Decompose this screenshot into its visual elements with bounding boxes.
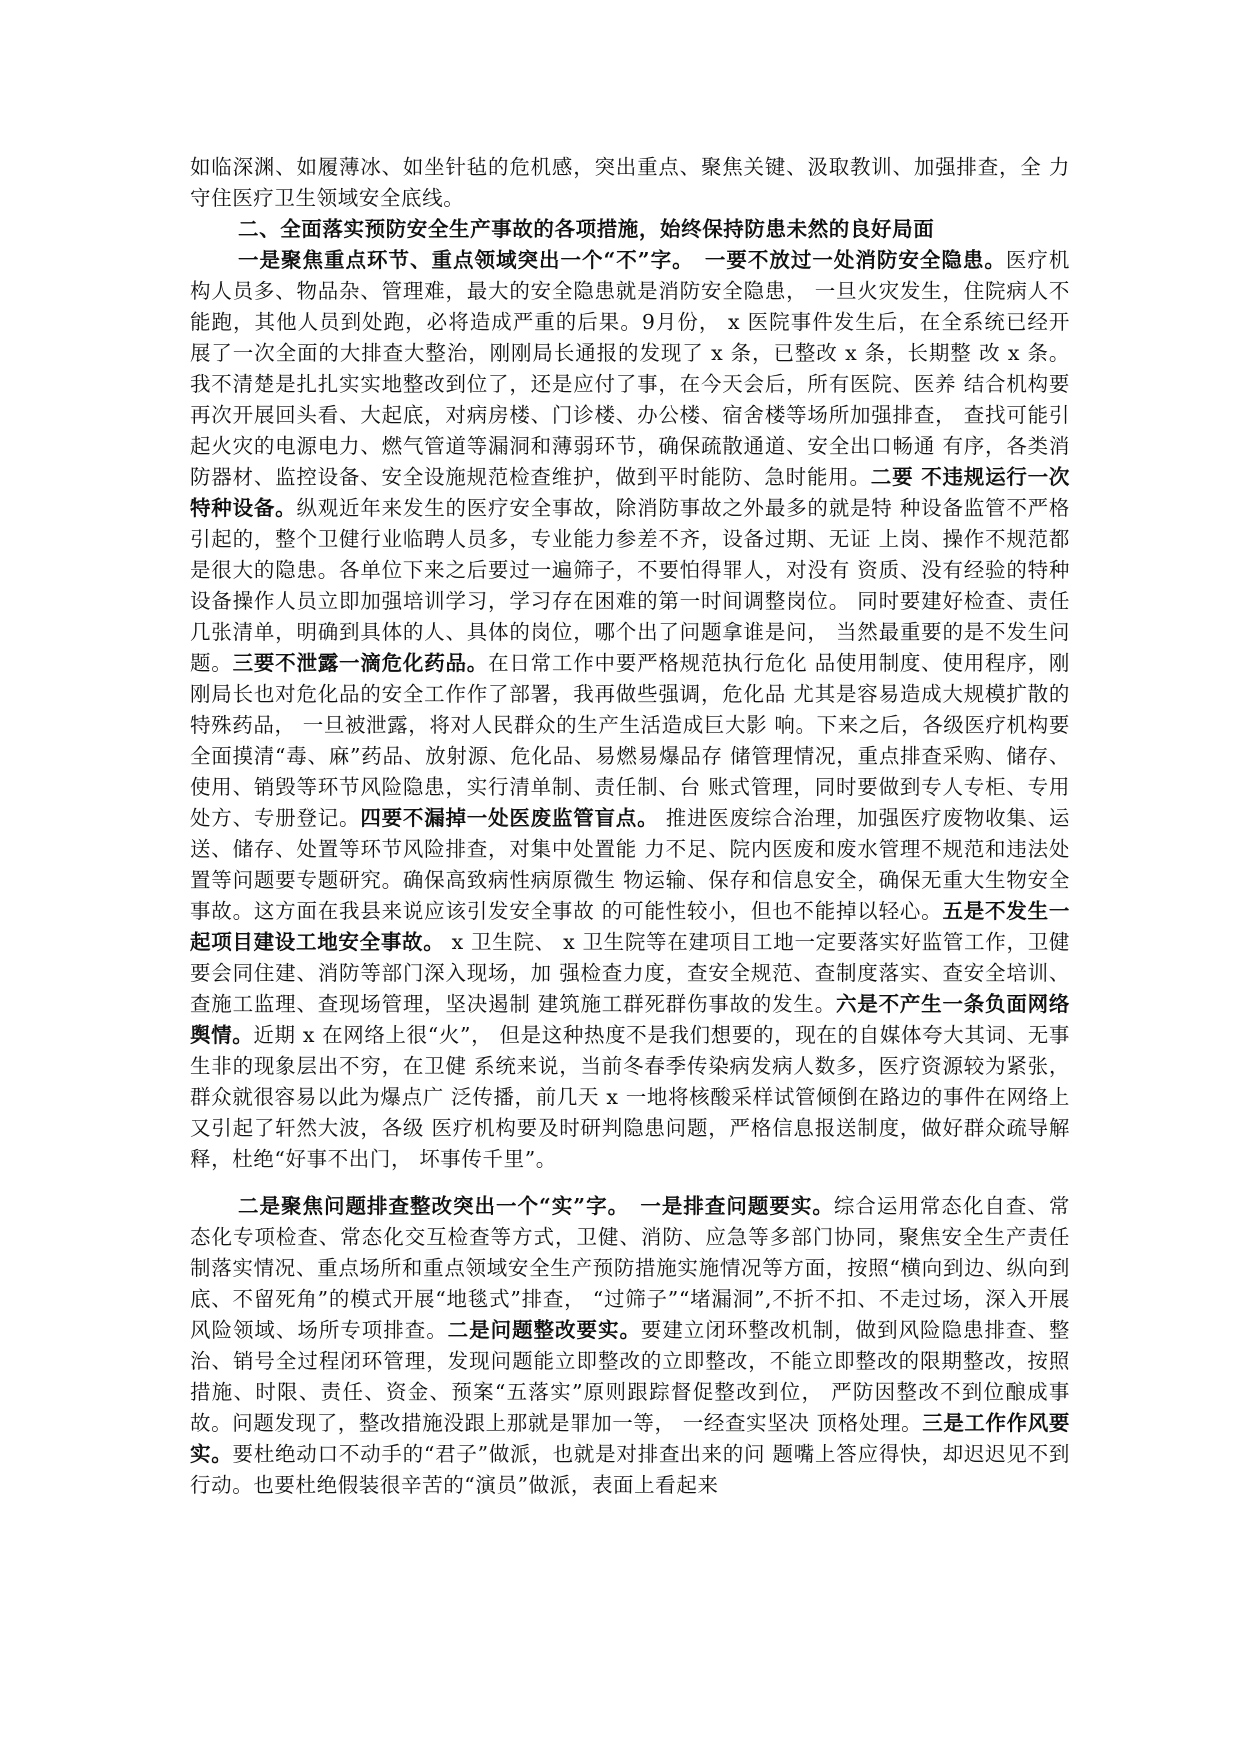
point-3-heading: 三要不泄露一滴危化药品。 [232, 651, 489, 675]
point-6-text: 近期 x 在网络上很“火”， 但是这种热度不是我们想要的，现在的自媒体夸大其词、无事生非的现象层出不穷，在卫健 系统来说，当前冬春季传染病发病人数多，医疗资源较为紧张，群众就很容易以此为爆点广 泛传播，前几天 x 一地将核酸采样试管倾倒在路边的事件在网络上又引起了轩然大波，各级 医疗机构要及时研判隐患问题，严格信息报送制度，做好群众疏导解释，杜绝“好事不出门， 坏事传千里”。 [190, 1023, 1070, 1171]
point-3-heading: 三是工作作风要实。 [190, 1411, 1070, 1466]
point-5-text: x 卫生院、 x 卫生院等在建项目工地一定要落实好监管工作，卫健要会同住建、消防等部门深入现场，加 强检查力度，查安全规范、查制度落实、查安全培训、查施工监理、查现场管理，坚决遏制 建筑施工群死群伤事故的发生。 [190, 930, 1070, 1016]
point-5-heading: 五是不发生一起项目建设工地安全事故。 [190, 899, 1070, 954]
point-2-heading: 二是问题整改要实。 [447, 1318, 641, 1342]
point-1-text: 医疗机构人员多、物品杂、管理难，最大的安全隐患就是消防安全隐患， 一旦火灾发生，住院病人不能跑，其他人员到处跑，必将造成严重的后果。9月份， x 医院事件发生后，在全系统已经开展了一次全面的大排查大整治，刚刚局长通报的发现了 x 条，已整改 x 条，长期整 改 x 条。我不清楚是扎扎实实地整改到位了，还是应付了事，在今天会后，所有医院、医养 结合机构要再次开展回头看、大起底，对病房楼、门诊楼、办公楼、宿舍楼等场所加强排查， 查找可能引起火灾的电源电力、燃气管道等漏洞和薄弱环节，确保疏散通道、安全出口畅通 有序，各类消防器材、监控设备、安全设施规范检查维护，做到平时能防、急时能用。 [190, 248, 1070, 489]
point-1-text: 综合运用常态化自查、常态化专项检查、常态化交互检查等方式，卫健、消防、应急等多部门协同，聚焦安全生产责任制落实情况、重点场所和重点领域安全生产预防措施实施情况等方面，按照“横向到边、纵向到底、不留死角”的模式开展“地毯式”排查， “过筛子”“堵漏洞”,不折不扣、不走过场，深入开展风险领域、场所专项排查。 [190, 1194, 1071, 1342]
point-4-text: 推进医废综合治理，加强医疗废物收集、运送、储存、处置等环节风险排查，对集中处置能 力不足、院内医废和废水管理不规范和违法处置等问题要专题研究。确保高致病性病原微生 物运输、保存和信息安全，确保无重大生物安全事故。这方面在我县来说应该引发安全事故 的可能性较小，但也不能掉以轻心。 [190, 806, 1071, 923]
paragraph-heading: 二是聚焦问题排查整改突出一个“实”字。 [238, 1194, 619, 1218]
paragraph-heading: 一是聚焦重点环节、重点领域突出一个“不”字。 [238, 248, 684, 272]
point-1-heading: 一是排查问题要实。 [640, 1194, 834, 1218]
point-3-text: 要杜绝动口不动手的“君子”做派，也就是对排查出来的问 题嘴上答应得快，却迟迟见不到行动。也要杜绝假装很辛苦的“演员”做派，表面上看起来 [190, 1442, 1071, 1497]
point-6-heading: 六是不产生一条负面网络舆情。 [190, 992, 1070, 1047]
intro-paragraph: 如临深渊、如履薄冰、如坐针毡的危机感，突出重点、聚焦关键、汲取教训、加强排查，全 力守住医疗卫生领域安全底线。 [190, 155, 1070, 210]
paragraph-not [190, 245, 1070, 1175]
point-2-text: 纵观近年来发生的医疗安全事故，除消防事故之外最多的就是特 种设备监管不严格引起的，整个卫健行业临聘人员多，专业能力参差不齐，设备过期、无证 上岗、操作不规范都是很大的隐患。各单位下来之后要过一遍筛子，不要怕得罪人，对没有 资质、没有经验的特种设备操作人员立即加强培训学习，学习存在困难的第一时间调整岗位。 同时要建好检查、责任几张清单，明确到具体的人、具体的岗位，哪个出了问题拿谁是问， 当然最重要的是不发生问题。 [190, 496, 1070, 675]
point-3-text: 在日常工作中要严格规范执行危化 品使用制度、使用程序，刚刚局长也对危化品的安全工作作了部署，我再做些强调，危化品 尤其是容易造成大规模扩散的特殊药品， 一旦被泄露，将对人民群众的生产生活造成巨大影 响。下来之后，各级医疗机构要全面摸清“毒、麻”药品、放射源、危化品、易燃易爆品存 储管理情况，重点排查采购、储存、使用、销毁等环节风险隐患，实行清单制、责任制、台 账式管理，同时要做到专人专柜、专用处方、专册登记。 [190, 651, 1071, 830]
document-page [190, 152, 1070, 1501]
point-1-heading: 一要不放过一处消防安全隐患。 [704, 248, 1006, 272]
point-4-heading: 四要不漏掉一处医废监管盲点。 [360, 806, 659, 830]
point-2-heading: 二要 不违规运行一次特种设备。 [190, 465, 1071, 520]
section-heading: 二、全面落实预防安全生产事故的各项措施，始终保持防患未然的良好局面 [238, 217, 935, 241]
point-2-text: 要建立闭环整改机制，做到风险隐患排查、整治、销号全过程闭环管理，发现问题能立即整改的立即整改，不能立即整改的限期整改，按照措施、时限、责任、资金、预案“五落实”原则跟踪督促整改到位， 严防因整改不到位酿成事故。问题发现了，整改措施没跟上那就是罪加一等， 一经查实坚决 顶格处理。 [190, 1318, 1070, 1435]
paragraph-real [190, 1191, 1070, 1501]
